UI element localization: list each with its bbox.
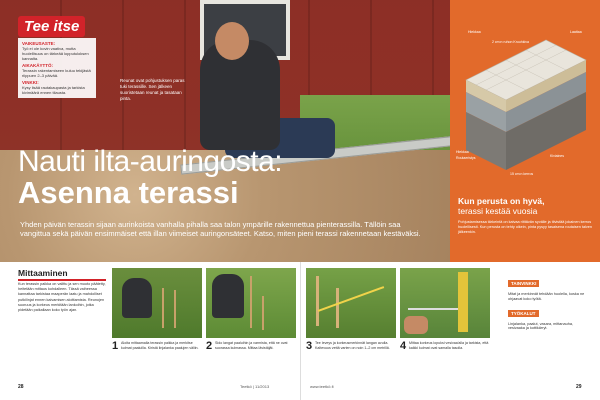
left-footer-label: Teetkö | 11/2013	[240, 384, 270, 389]
step-2-photo	[206, 268, 296, 338]
title-line-2: Asenna terassi	[18, 175, 239, 210]
hero-caption: Reunat ovat pohjustuksen paras tuki terassille. Sen jälkeen suoristetaan reunat ja tasataan pinta.	[120, 78, 185, 101]
lead-paragraph: Yhden päivän terassin sijaan aurinkoista vanhalla pihalla saa talon ympärille rakennettua pienterassilla. Tällöin saa vangittua sekä päivän ensimmäiset että illan viimeiset auringonsäteet. Katso, miten pieni terassi rakennetaan kestäväksi.	[20, 220, 421, 238]
tools-text: Linjalanka, paalut, vasara, mittanauha, vesivaaka ja kottikärryt.	[508, 321, 574, 331]
tips-sidebar	[508, 272, 588, 331]
tip-box-text: Mitat ja merkinnät tehdään huolella, koska ne ohjaavat koko työtä.	[508, 292, 585, 301]
panel-text: Pohjustamisessa tärkeintä on kaivaa riittävän syvälle ja tiivistää jokainen kerros huolellisesti. Kun perusta on tehty oikein, pinta pysyy tasaisena routaisen talven jälkeenkin.	[458, 220, 593, 234]
section-text: Kun terassin paikka on valittu ja sen muoto päätetty, heitetään mittaus kohdalleen. Tässä vaiheessa kannattaa tarkistaa maaperän laatu ja mahdolliset putkilinjat ennen kaivamisen aloittamista. Reunojen suoruus ja korkeus merkitään lankoihin, jotka pidetään paikallaan koko työn ajan.	[18, 282, 106, 313]
panel-title: Kun perusta on hyvä,	[458, 196, 545, 206]
time-text: Terassin rakentamiseen kuluu tekijästä riippuen 2–3 päivää.	[22, 68, 91, 78]
label-aggregate: Kiviaines	[550, 154, 565, 158]
panel-subtitle: terassi kestää vuosia	[458, 206, 538, 216]
step-2-number: 2	[206, 340, 213, 352]
step-4-number: 4	[400, 340, 407, 352]
step-4-photo	[400, 268, 490, 338]
tip-heading: VINKKI:	[22, 80, 39, 85]
tools-title: TYÖKALUT	[508, 310, 539, 317]
label-layer-depth: 15 cm:n kerros	[510, 172, 534, 176]
step-3-number: 3	[306, 340, 313, 352]
label-sand-mid: Hiekkaa	[456, 150, 469, 154]
person-head	[215, 22, 249, 60]
label-sand-top: Hiekkaa	[468, 30, 481, 34]
difficulty-heading: VAIKEUSASTE:	[22, 41, 56, 46]
label-insulation: Routaeristys	[456, 156, 476, 160]
right-page-number: 29	[576, 384, 582, 390]
step-1-text: Aloita mittaamalla terassin paikka ja merkitse kulmat paaluilla. Kiristä linjalanka paalujen väliin.	[121, 341, 199, 350]
title-line-1: Nauti ilta-auringosta:	[18, 145, 283, 178]
tip-text: Kysy lisää rautakaupasta ja tarkista kivimäärä ennen tilausta.	[22, 85, 85, 95]
info-box	[18, 38, 96, 98]
step-1-photo	[112, 268, 202, 338]
step-1-number: 1	[112, 340, 119, 352]
step-2-text: Sido langat paaluihin ja varmista, että ne ovat suorassa kulmassa. Mittaa lävistäjät.	[215, 341, 288, 350]
difficulty-text: Työ ei ole kovin vaativa, mutta huolellisuus on tärkeää lopputuloksen kannalta.	[22, 46, 89, 61]
step-3-photo	[306, 268, 396, 338]
page-divider	[300, 262, 301, 400]
tee-itse-badge: Tee itse	[18, 16, 85, 37]
step-1	[112, 268, 202, 352]
diagram-panel	[450, 0, 600, 262]
time-heading: AIKAKÄYTTÖ:	[22, 63, 53, 68]
right-footer-label: www.teetkö.fi	[310, 384, 334, 389]
step-3	[306, 268, 396, 352]
step-3-text: Tee leveys ja korkeusmerkinnät langan avulla. Kaltevuus vettä varten on noin 1–2 cm metrillä.	[315, 341, 390, 350]
terrace-layer-diagram	[456, 20, 596, 190]
label-tiles: Laattaa	[570, 30, 582, 34]
tip-box-title: TAINVINKKI	[508, 280, 539, 287]
left-page-number: 28	[18, 384, 24, 390]
label-stone-dust: 2 cm:n ruhon Kruuhkiva	[492, 40, 529, 44]
step-2	[206, 268, 296, 352]
section-title: Mittaaminen	[18, 268, 106, 281]
step-4-text: Mittaa korkeus lopuksi vesivaa'alla ja tarkista, että kaikki kulmat ovat samalla tasolla.	[409, 341, 489, 350]
step-4	[400, 268, 490, 352]
